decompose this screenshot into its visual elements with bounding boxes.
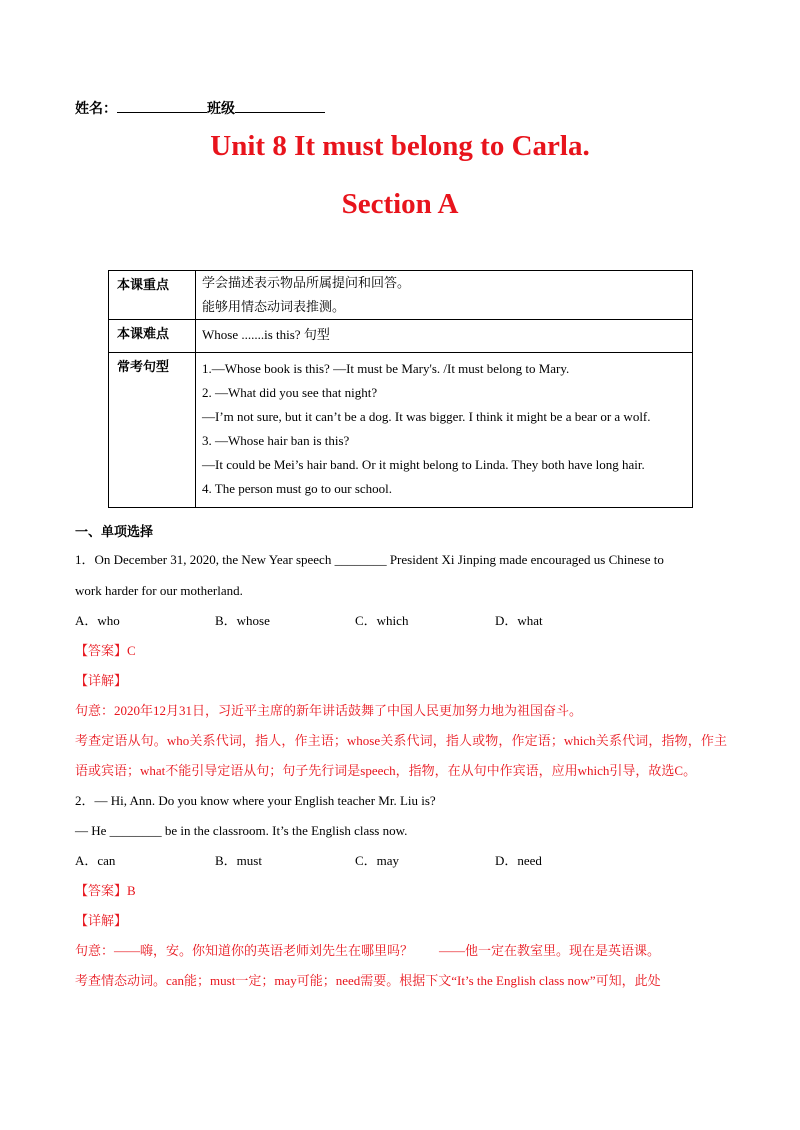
unit-title: Unit 8 It must belong to Carla. bbox=[210, 130, 590, 162]
detail-text: 句意：——嗨，安。你知道你的英语老师刘先生在哪里吗？ ——他一定在教室里。现在是英语课。 bbox=[75, 943, 661, 958]
row-line: —I’m not sure, but it can’t be a dog. It was bigger. I think it might be a bear or a wolf. bbox=[202, 409, 651, 424]
option-c: C．may bbox=[355, 853, 400, 868]
row-line: 3. —Whose hair ban is this? bbox=[202, 433, 350, 448]
class-blank bbox=[235, 100, 325, 113]
row-line: 学会描述表示物品所属提问和回答。 bbox=[202, 275, 411, 290]
table-row-difficulty bbox=[109, 320, 693, 353]
name-class-line bbox=[75, 98, 325, 118]
question-stem: work harder for our motherland. bbox=[75, 583, 243, 598]
row-label: 本课重点 bbox=[109, 271, 196, 320]
question-stem: 2．— Hi, Ann. Do you know where your English teacher Mr. Liu is? bbox=[75, 793, 436, 808]
options-row bbox=[75, 606, 727, 636]
exercise-content bbox=[75, 520, 727, 996]
options-row bbox=[75, 846, 727, 876]
option-b: B．must bbox=[215, 853, 262, 868]
row-content bbox=[196, 353, 693, 508]
option-b: B．whose bbox=[215, 613, 270, 628]
row-line: 1.—Whose book is this? —It must be Mary's. /It must belong to Mary. bbox=[202, 361, 570, 376]
row-label: 本课难点 bbox=[109, 320, 196, 353]
table-row-sentences bbox=[109, 353, 693, 508]
row-line: —It could be Mei’s hair band. Or it might belong to Linda. They both have long hair. bbox=[202, 457, 645, 472]
row-label: 常考句型 bbox=[109, 353, 196, 508]
option-d: D．need bbox=[495, 853, 542, 868]
question-2 bbox=[75, 786, 727, 996]
class-label: 班级 bbox=[207, 102, 235, 117]
section-title: Section A bbox=[341, 188, 459, 220]
table-row-focus bbox=[109, 271, 693, 320]
detail-text: 考查定语从句。who关系代词，指人，作主语；whose关系代词，指人或物，作定语；which关系代词，指物，作主语或宾语；what不能引导定语从句；句子先行词是speech，指物，在从句中作宾语，应用which引导，故选C。 bbox=[75, 733, 727, 778]
option-a: A．can bbox=[75, 853, 116, 868]
option-d: D．what bbox=[495, 613, 543, 628]
option-a: A．who bbox=[75, 613, 120, 628]
row-line: 2. —What did you see that night? bbox=[202, 385, 378, 400]
name-blank bbox=[117, 100, 207, 113]
detail-text: 考查情态动词。can能；must一定；may可能；need需要。根据下文“It’s the English class now”可知，此处 bbox=[75, 973, 661, 988]
row-line: Whose .......is this? 句型 bbox=[202, 327, 330, 342]
option-c: C．which bbox=[355, 613, 409, 628]
name-label: 姓名： bbox=[75, 102, 117, 117]
row-line: 能够用情态动词表推测。 bbox=[202, 299, 346, 314]
detail-text: 句意：2020年12月31日，习近平主席的新年讲话鼓舞了中国人民更加努力地为祖国奋斗。 bbox=[75, 703, 583, 718]
row-line: 4. The person must go to our school. bbox=[202, 481, 393, 496]
row-content bbox=[196, 320, 693, 353]
key-points-table bbox=[108, 270, 693, 508]
question-1 bbox=[75, 544, 727, 786]
question-stem: — He ________ be in the classroom. It’s the English class now. bbox=[75, 823, 408, 838]
question-stem: 1．On December 31, 2020, the New Year speech ________ President Xi Jinping made encouraged us Chinese to bbox=[75, 552, 664, 567]
section-heading: 一、单项选择 bbox=[75, 524, 154, 539]
detail-label: 【详解】 bbox=[75, 673, 128, 688]
answer-label: 【答案】B bbox=[75, 883, 136, 898]
detail-label: 【详解】 bbox=[75, 913, 128, 928]
row-content bbox=[196, 271, 693, 320]
answer-label: 【答案】C bbox=[75, 643, 136, 658]
